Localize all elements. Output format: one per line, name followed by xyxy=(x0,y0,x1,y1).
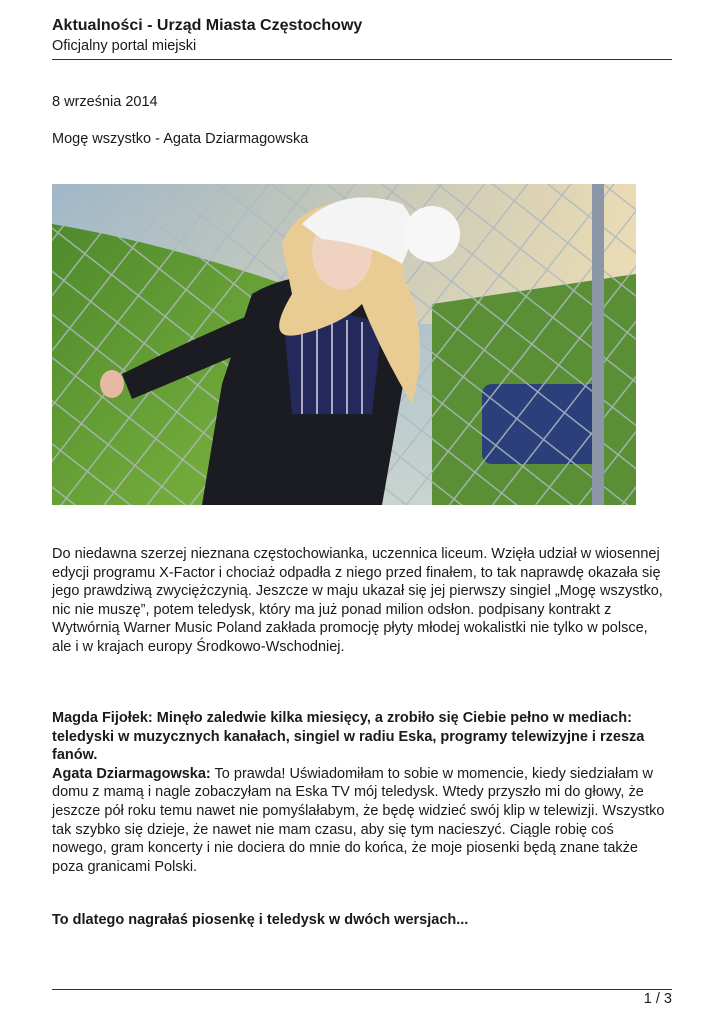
site-title: Aktualności - Urząd Miasta Częstochowy xyxy=(52,17,363,34)
article-photo xyxy=(52,184,636,505)
site-subtitle: Oficjalny portal miejski xyxy=(52,38,197,54)
header-divider xyxy=(52,59,672,60)
interview-block xyxy=(52,709,672,876)
answer-line: jeszcze pół roku temu nawet nie pomyślałabym, że będę widzieć swój klip w telewizji. Wszystko xyxy=(52,802,665,819)
intro-line: jego prawdziwą zwyciężczynią. Jeszcze w maju ukazał się jej pierwszy singiel „Mogę wszystko, xyxy=(52,583,663,600)
question-2: To dlatego nagrałaś piosenkę i teledysk w dwóch wersjach... xyxy=(52,912,469,928)
question-line: teledyski w muzycznych kanałach, singiel w radiu Eska, programy telewizyjne i rzesza xyxy=(52,728,645,745)
footer-divider xyxy=(52,989,672,990)
intro-line: ale i w krajach europy Środkowo-Wschodniej. xyxy=(52,638,345,655)
question-line: Magda Fijołek: Minęło zaledwie kilka miesięcy, a zrobiło się Ciebie pełno w mediach: xyxy=(52,710,632,726)
answer-line: domu z mamą i nagle zobaczyłam na Eska TV mój teledysk. Wtedy przyszło mi do głowy, że xyxy=(52,784,644,801)
intro-line: edycji programu X-Factor i chociaż odpadła z niego przed finałem, to tak naprawdę okazała się xyxy=(52,564,661,581)
answer-speaker: Agata Dziarmagowska: xyxy=(52,765,211,782)
intro-line: nic nie muszę”, potem teledysk, który ma już ponad milion odsłon. podpisany kontrakt z xyxy=(52,601,612,618)
answer-first-line xyxy=(52,765,672,784)
answer-line: nowego, gram koncerty i nie dociera do mnie do końca, że moje piosenki będą znane także xyxy=(52,840,638,857)
intro-line: Wytwórnią Warner Music Poland zakłada promocję płyty młodej wokalistki nie tylko w polsce, xyxy=(52,620,648,637)
answer-line: tak szybko się dzieje, że nawet nie mam czasu, aby się tym nacieszyć. Ciągle robię coś xyxy=(52,821,614,838)
intro-line: Do niedawna szerzej nieznana częstochowianka, uczennica liceum. Wzięła udział w wiosennej xyxy=(52,546,660,562)
answer-line: poza granicami Polski. xyxy=(52,858,198,875)
answer-text: To prawda! Uświadomiłam to sobie w momencie, kiedy siedziałam w xyxy=(214,765,653,782)
article-date: 8 września 2014 xyxy=(52,94,158,110)
question-line: fanów. xyxy=(52,747,98,764)
article-intro xyxy=(52,545,672,657)
article-title: Mogę wszystko - Agata Dziarmagowska xyxy=(52,131,309,147)
page-indicator: 1 / 3 xyxy=(643,991,672,1007)
